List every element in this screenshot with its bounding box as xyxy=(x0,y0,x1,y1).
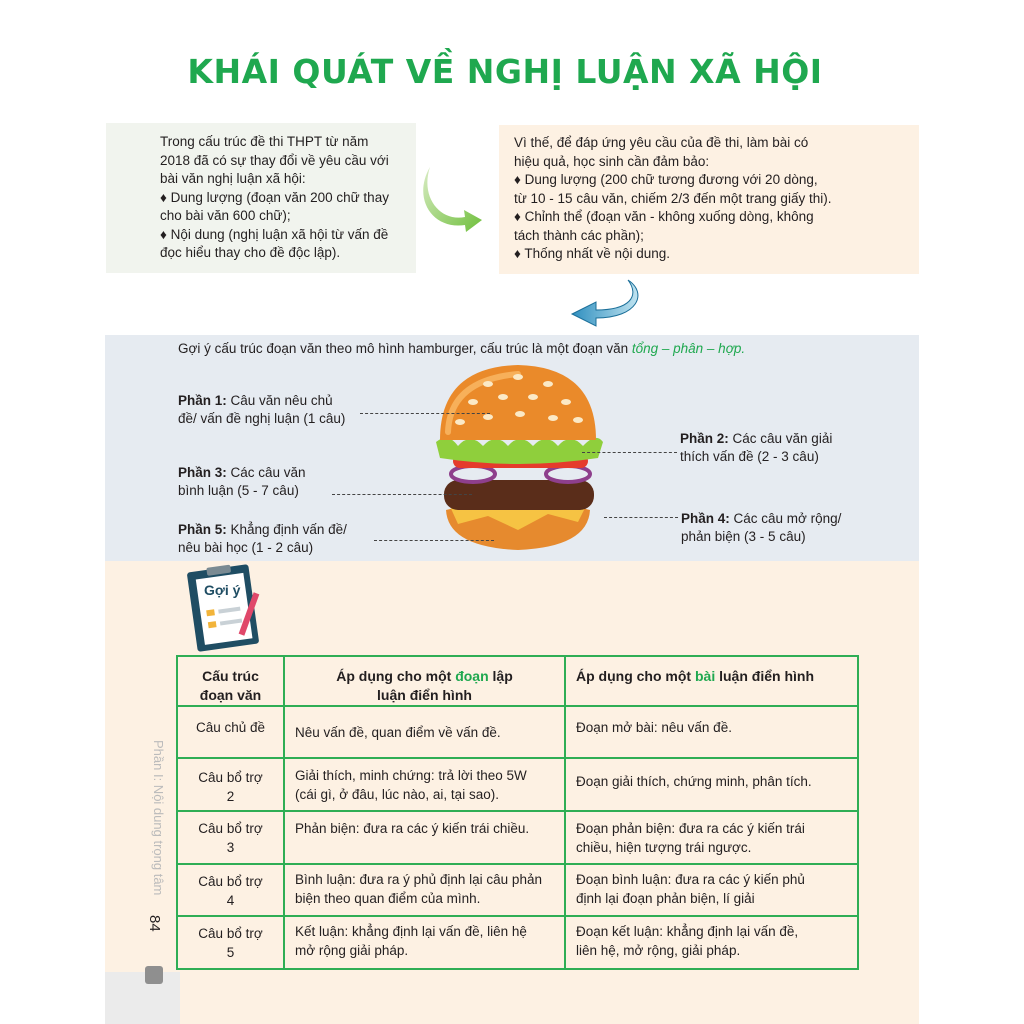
part-4-title: Phần 4: xyxy=(681,511,730,526)
table-cell: Giải thích, minh chứng: trả lời theo 5W (cái gì, ở đâu, lúc nào, ai, tại sao). xyxy=(284,758,565,811)
table-row xyxy=(177,864,858,916)
table-cell: Câu bổ trợ 4 xyxy=(177,864,284,916)
part-4-leader-line xyxy=(604,517,678,518)
part-3-title: Phần 3: xyxy=(178,465,227,480)
intro-box-right-text: Vì thế, để đáp ứng yêu cầu của đề thi, làm bài có hiệu quả, học sinh cần đảm bảo: ♦ Dung lượng (200 chữ tương đương với 20 dòng, từ 10 - 15 câu văn, chiếm 2/3 đến một trang giấy thi). ♦ Chỉnh thể (đoạn văn - không xuống dòng, không tách thành các phần); ♦ Thống nhất về nội dung. xyxy=(514,135,832,261)
section-sidebar-label: Phần I: Nội dung trọng tâm xyxy=(151,740,166,896)
part-5-leader-line xyxy=(374,540,494,541)
part-5-title: Phần 5: xyxy=(178,522,227,537)
table-cell: Phản biện: đưa ra các ý kiến trái chiều. xyxy=(284,811,565,864)
table-cell: Câu bổ trợ 3 xyxy=(177,811,284,864)
part-5-text: Khẳng định vấn đề/ nêu bài học (1 - 2 câu) xyxy=(178,522,347,555)
table-header-row xyxy=(177,656,858,706)
table-cell: Câu bổ trợ 5 xyxy=(177,916,284,969)
table-cell: Nêu vấn đề, quan điểm về vấn đề. xyxy=(284,706,565,758)
page-title: KHÁI QUÁT VỀ NGHỊ LUẬN XÃ HỘI xyxy=(187,52,823,91)
return-arrow-icon xyxy=(568,278,644,334)
table-header-cell: Cấu trúc đoạn văn xyxy=(177,656,284,706)
table-row xyxy=(177,706,858,758)
intro-box-right xyxy=(499,125,919,274)
table-row xyxy=(177,758,858,811)
part-4-label xyxy=(681,510,841,546)
part-1-title: Phần 1: xyxy=(178,393,227,408)
table-header-cell: Áp dụng cho một đoạn lập luận điển hình xyxy=(284,656,565,706)
part-2-title: Phần 2: xyxy=(680,431,729,446)
table-cell: Đoạn bình luận: đưa ra các ý kiến phủ định lại đoạn phản biện, lí giải xyxy=(565,864,858,916)
curved-arrow-icon xyxy=(420,162,492,234)
table-header-cell: Áp dụng cho một bài luận điển hình xyxy=(565,656,858,706)
part-3-leader-line xyxy=(332,494,472,495)
goi-y-label: Gợi ý xyxy=(204,582,241,598)
table-cell: Câu bổ trợ 2 xyxy=(177,758,284,811)
table-cell: Đoạn giải thích, chứng minh, phân tích. xyxy=(565,758,858,811)
table-cell: Đoạn phản biện: đưa ra các ý kiến trái chiều, hiện tượng trái ngược. xyxy=(565,811,858,864)
table-cell: Bình luận: đưa ra ý phủ định lại câu phản biện theo quan điểm của mình. xyxy=(284,864,565,916)
part-5-label xyxy=(178,521,347,557)
part-1-leader-line xyxy=(360,413,490,414)
table-row xyxy=(177,811,858,864)
hamburger-intro xyxy=(178,341,745,356)
hamburger-illustration xyxy=(428,362,608,557)
hamburger-intro-text: Gợi ý cấu trúc đoạn văn theo mô hình hamburger, cấu trúc là một đoạn văn xyxy=(178,341,632,356)
part-2-label xyxy=(680,430,832,466)
page-number: 84 xyxy=(146,915,163,932)
table-row xyxy=(177,916,858,969)
hamburger-intro-emphasis: tổng – phân – hợp. xyxy=(631,341,746,356)
part-1-label xyxy=(178,392,345,428)
table-cell: Đoạn mở bài: nêu vấn đề. xyxy=(565,706,858,758)
intro-box-left-text: Trong cấu trúc đề thi THPT từ năm 2018 đã có sự thay đổi về yêu cầu với bài văn nghị luận xã hội: ♦ Dung lượng (đoạn văn 200 chữ thay cho bài văn 600 chữ); ♦ Nội dung (nghị luận xã hội từ vấn đề đọc hiểu thay cho đề độc lập). xyxy=(160,134,389,260)
clipboard-icon xyxy=(186,562,266,652)
table-cell: Câu chủ đề xyxy=(177,706,284,758)
table-cell: Đoạn kết luận: khẳng định lại vấn đề, liên hệ, mở rộng, giải pháp. xyxy=(565,916,858,969)
part-4-text: Các câu mở rộng/ phản biện (3 - 5 câu) xyxy=(681,511,842,544)
part-1-text: Câu văn nêu chủ đề/ vấn đề nghị luận (1 câu) xyxy=(178,393,346,426)
intro-box-left xyxy=(106,123,416,273)
corner-block xyxy=(105,972,180,1024)
part-3-label xyxy=(178,464,306,500)
part-2-leader-line xyxy=(582,452,677,453)
part-2-text: Các câu văn giải thích vấn đề (2 - 3 câu) xyxy=(680,431,833,464)
part-3-text: Các câu văn bình luận (5 - 7 câu) xyxy=(178,465,306,498)
structure-table xyxy=(176,655,859,970)
page-tab-marker xyxy=(145,966,163,984)
table-cell: Kết luận: khẳng định lại vấn đề, liên hệ mở rộng giải pháp. xyxy=(284,916,565,969)
